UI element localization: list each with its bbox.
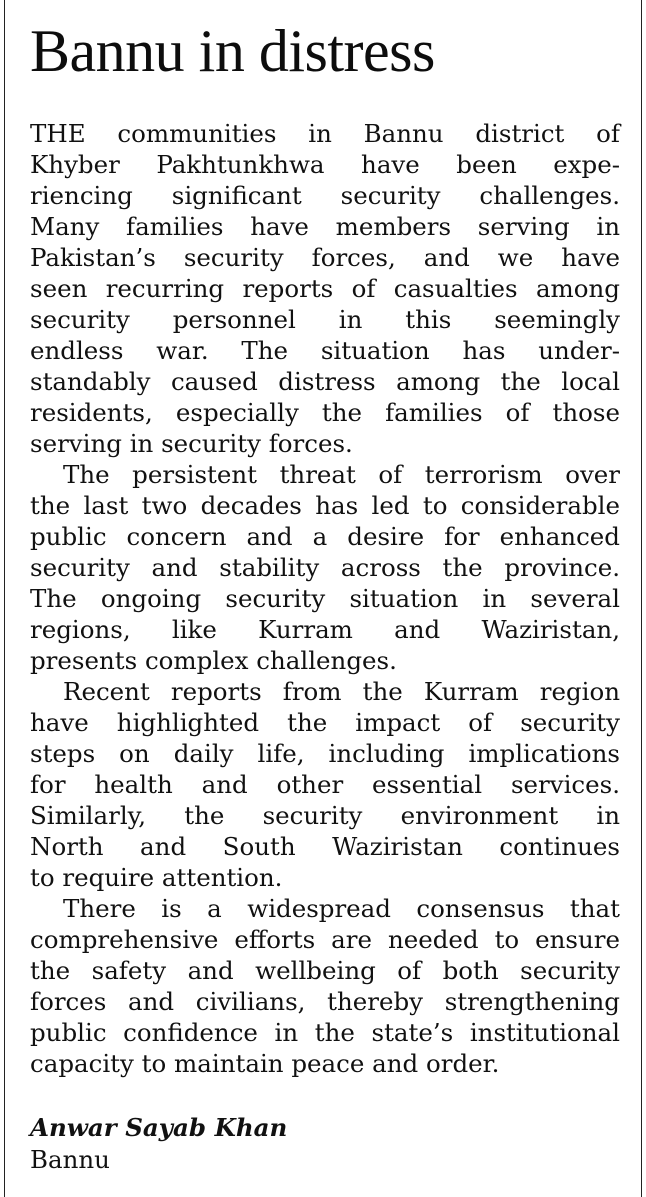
text-line: public confidence in the state’s institutional — [30, 1018, 620, 1047]
letter-body — [30, 118, 620, 1079]
column-rule-right — [641, 0, 642, 1197]
text-line: steps on daily life, including implications — [30, 739, 620, 768]
text-line: THE communities in Bannu district of — [30, 119, 620, 148]
text-line: Many families have members serving in — [30, 212, 620, 241]
text-line: The ongoing security situation in several — [30, 584, 620, 613]
text-line: presents complex challenges. — [30, 646, 397, 675]
text-line: have highlighted the impact of security — [30, 708, 620, 737]
column-rule-left — [4, 0, 5, 1197]
text-line: There is a widespread consensus that — [63, 894, 620, 923]
paragraph — [30, 118, 620, 459]
text-line: security personnel in this seemingly — [30, 305, 620, 334]
letter-headline: Bannu in distress — [30, 18, 435, 84]
paragraph — [30, 676, 620, 893]
text-line: Similarly, the security environment in — [30, 801, 620, 830]
text-line: capacity to maintain peace and order. — [30, 1049, 500, 1078]
text-line: North and South Waziristan continues — [30, 832, 620, 861]
author-location: Bannu — [30, 1145, 110, 1174]
text-line: regions, like Kurram and Waziristan, — [30, 615, 620, 644]
text-line: for health and other essential services. — [30, 770, 620, 799]
text-line: comprehensive efforts are needed to ensure — [30, 925, 620, 954]
text-line: Khyber Pakhtunkhwa have been expe- — [30, 150, 620, 179]
text-line: the last two decades has led to considerable — [30, 491, 620, 520]
text-line: seen recurring reports of casualties among — [30, 274, 620, 303]
text-line: The persistent threat of terrorism over — [63, 460, 620, 489]
text-line: Recent reports from the Kurram region — [63, 677, 620, 706]
paragraph — [30, 459, 620, 676]
paragraph — [30, 893, 620, 1079]
text-line: standably caused distress among the local — [30, 367, 620, 396]
text-line: serving in security forces. — [30, 429, 353, 458]
text-line: public concern and a desire for enhanced — [30, 522, 620, 551]
text-line: residents, especially the families of those — [30, 398, 620, 427]
author-name: Anwar Sayab Khan — [30, 1113, 288, 1142]
text-line: forces and civilians, thereby strengthening — [30, 987, 620, 1016]
text-line: riencing significant security challenges. — [30, 181, 620, 210]
text-line: endless war. The situation has under- — [30, 336, 620, 365]
text-line: security and stability across the province. — [30, 553, 620, 582]
text-line: Pakistan’s security forces, and we have — [30, 243, 620, 272]
text-line: the safety and wellbeing of both security — [30, 956, 620, 985]
text-line: to require attention. — [30, 863, 283, 892]
